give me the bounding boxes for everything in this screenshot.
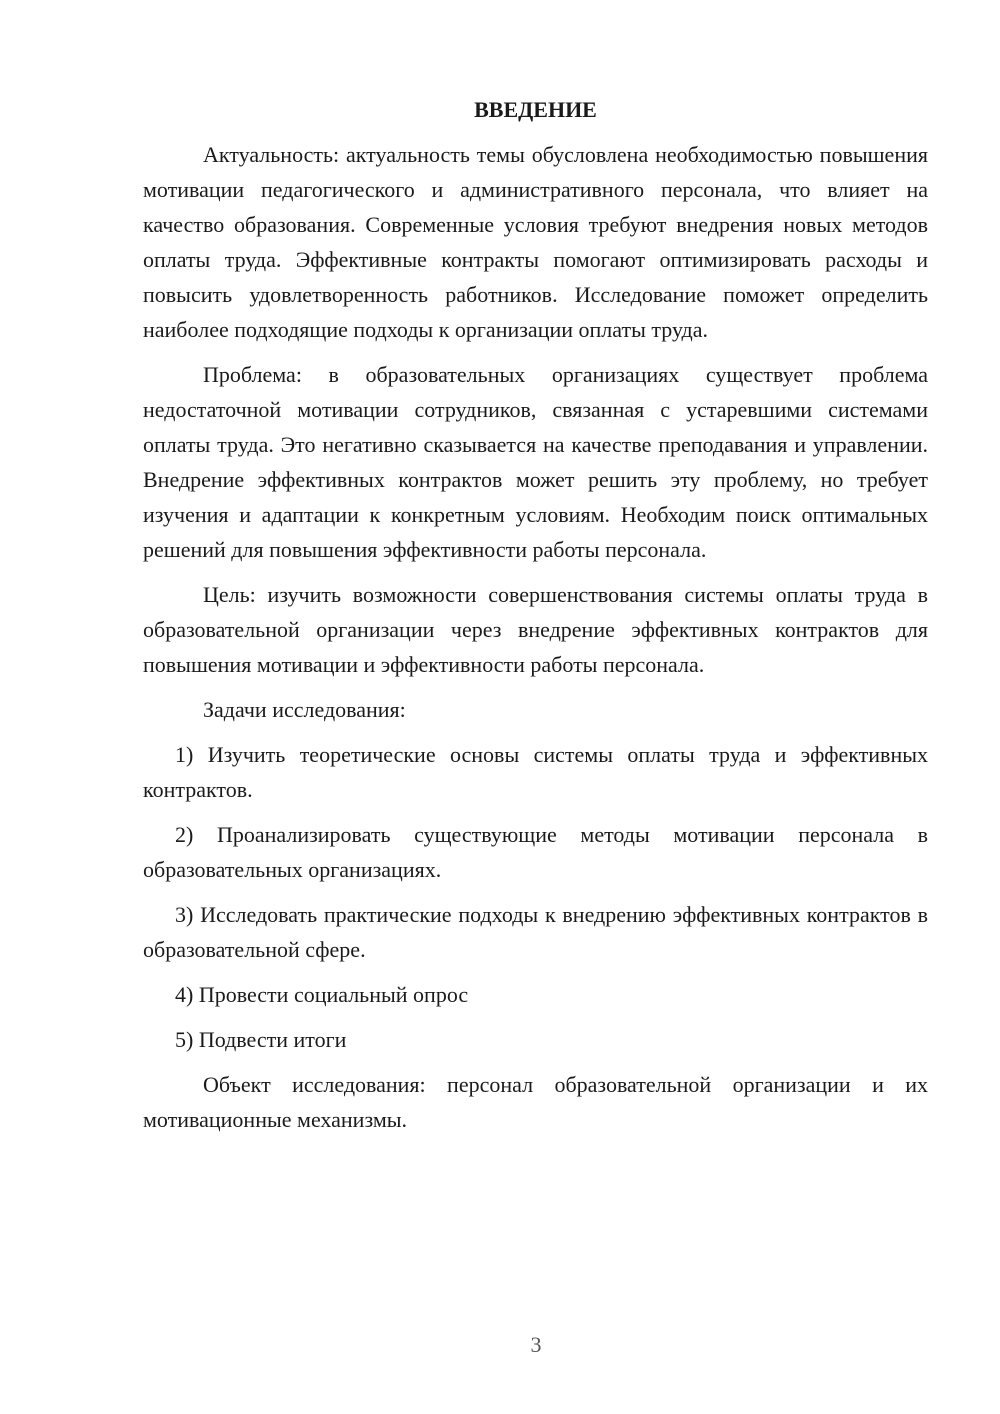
task-item: 5) Подвести итоги xyxy=(175,1027,347,1052)
section-heading: ВВЕДЕНИЕ xyxy=(474,97,597,122)
task-item: 3) Исследовать практические подходы к внедрению эффективных контрактов в образовательной сфере. xyxy=(143,902,928,962)
tasks-list xyxy=(143,737,928,1057)
task-item: 2) Проанализировать существующие методы мотивации персонала в образовательных организациях. xyxy=(143,822,928,882)
task-item: 4) Провести социальный опрос xyxy=(175,982,469,1007)
relevance-paragraph: Актуальность: актуальность темы обусловлена необходимостью повышения мотивации педагогического и административного персонала, что влияет на качество образования. Современные условия требуют внедрения новых методов оплаты труда. Эффективные контракты помогают оптимизировать расходы и повысить удовлетворенность работников. Исследование поможет определить наиболее подходящие подходы к организации оплаты труда. xyxy=(143,142,928,342)
page-content xyxy=(143,92,928,1147)
tasks-title: Задачи исследования: xyxy=(203,697,406,722)
problem-paragraph: Проблема: в образовательных организациях существует проблема недостаточной мотивации сотрудников, связанная с устаревшими системами оплаты труда. Это негативно сказывается на качестве преподавания и управлении. Внедрение эффективных контрактов может решить эту проблему, но требует изучения и адаптации к конкретным условиям. Необходим поиск оптимальных решений для повышения эффективности работы персонала. xyxy=(143,362,928,562)
object-paragraph: Объект исследования: персонал образовательной организации и их мотивационные механизмы. xyxy=(143,1072,928,1132)
goal-paragraph: Цель: изучить возможности совершенствования системы оплаты труда в образовательной организации через внедрение эффективных контрактов для повышения мотивации и эффективности работы персонала. xyxy=(143,582,928,677)
page-number: 3 xyxy=(530,1332,542,1357)
task-item: 1) Изучить теоретические основы системы оплаты труда и эффективных контрактов. xyxy=(143,742,928,802)
